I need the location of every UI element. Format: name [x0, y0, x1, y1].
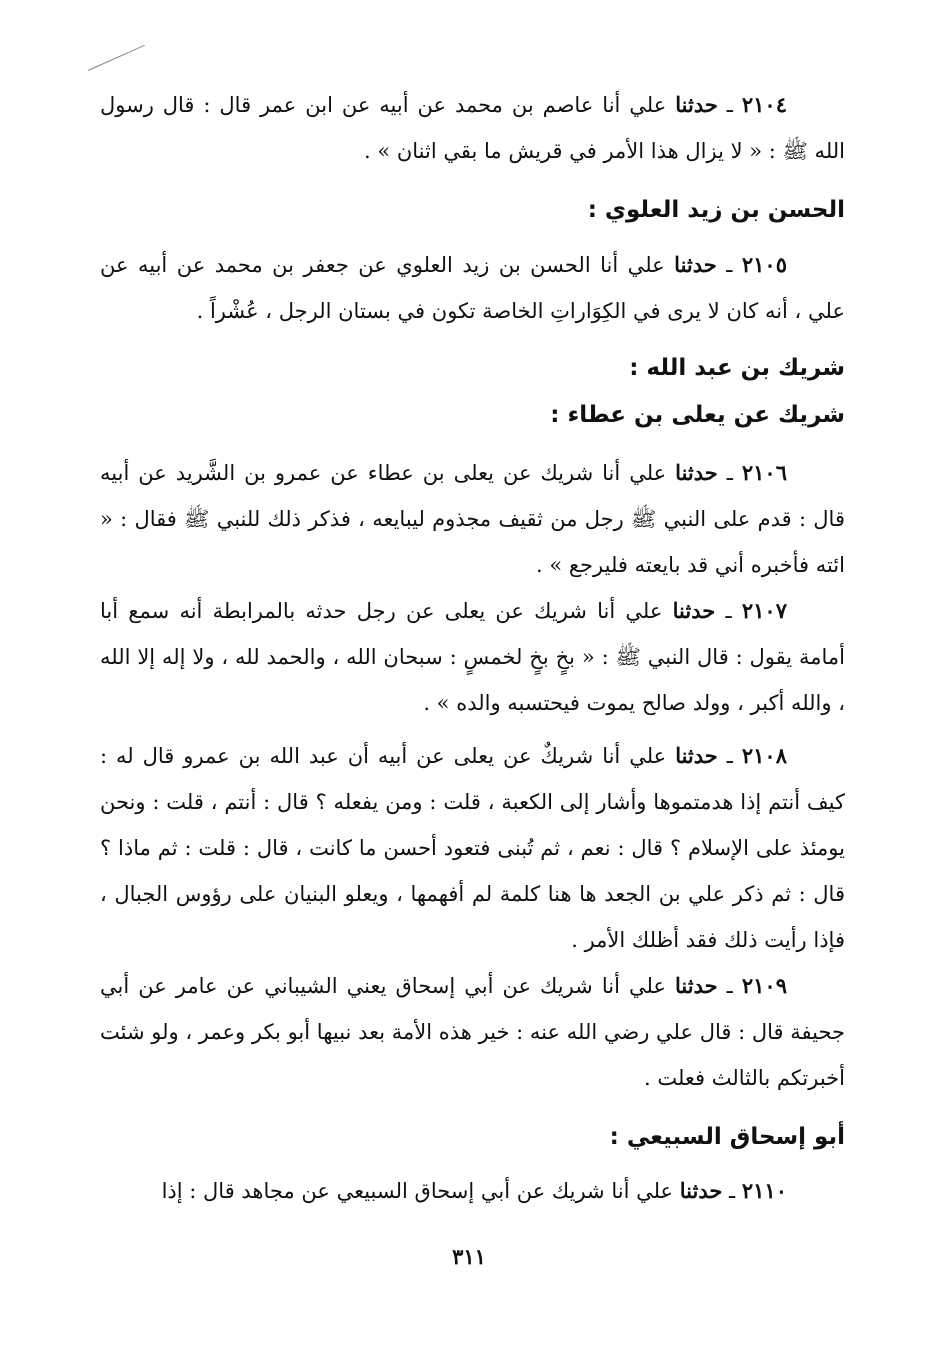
hadith-text: علي أنا الحسن بن زيد العلوي عن جعفر بن محمد عن أبيه عن علي ، أنه كان لا يرى في الكِوَاراتِ الخاصة تكون في بستان الرجل ، عُشْراً . [100, 253, 845, 323]
hadith-2108: ٢١٠٨ ـ حدثنا علي أنا شريكٌ عن يعلى عن أبيه أن عبد الله بن عمرو قال له : كيف أنتم إذا هدمتموها وأشار إلى الكعبة ، قلت : ومن يفعله ؟ قال : أنتم ، قلت : ونحن يومئذ على الإسلام ؟ قال : نعم ، ثم تُبنى فتعود أحسن ما كانت ، قال : قلت : ثم ماذا ؟ قال : ثم ذكر علي بن الجعد ها هنا كلمة لم أفهمها ، ويعلو البنيان على رؤوس الجبال ، فإذا رأيت ذلك فقد أظلك الأمر . [100, 743, 845, 952]
hadith-number: ٢١٠٥ [741, 252, 787, 277]
hadith-2110: ٢١١٠ ـ حدثنا علي أنا شريك عن أبي إسحاق السبيعي عن مجاهد قال : إذا [161, 1178, 787, 1203]
page-number: ٣١١ [452, 1244, 486, 1269]
hadith-lead: حدثنا [675, 743, 718, 768]
hadith-number: ٢١٠٧ [741, 598, 787, 623]
section-heading: الحسن بن زيد العلوي : [587, 197, 845, 223]
subsection-heading: شريك عن يعلى بن عطاء : [550, 402, 845, 428]
hadith-2109: ٢١٠٩ ـ حدثنا علي أنا شريك عن أبي إسحاق يعني الشيباني عن عامر عن أبي جحيفة قال : قال علي رضي الله عنه : خير هذه الأمة بعد نبيها أبو بكر وعمر ، ولو شئت أخبرتكم بالثالث فعلت . [100, 973, 845, 1090]
hadith-lead: حدثنا [675, 973, 718, 998]
section-heading: شريك بن عبد الله : [629, 355, 845, 381]
hadith-lead: حدثنا [674, 252, 717, 277]
hadith-text: علي أنا شريك عن أبي إسحاق يعني الشيباني عن عامر عن أبي جحيفة قال : قال علي رضي الله عنه : خير هذه الأمة بعد نبيها أبو بكر وعمر ، ولو شئت أخبرتكم بالثالث فعلت . [100, 974, 845, 1090]
hadith-number: ٢١٠٨ [741, 743, 787, 768]
hadith-number: ٢١٠٦ [741, 460, 787, 485]
hadith-lead: حدثنا [679, 1178, 723, 1203]
hadith-text: علي أنا شريكٌ عن يعلى عن أبيه أن عبد الله بن عمرو قال له : كيف أنتم إذا هدمتموها وأشار إلى الكعبة ، قلت : ومن يفعله ؟ قال : أنتم ، قلت : ونحن يومئذ على الإسلام ؟ قال : نعم ، ثم تُبنى فتعود أحسن ما كانت ، قال : قلت : ثم ماذا ؟ قال : ثم ذكر علي بن الجعد ها هنا كلمة لم أفهمها ، ويعلو البنيان على رؤوس الجبال ، فإذا رأيت ذلك فقد أظلك الأمر . [100, 744, 845, 952]
hadith-2105: ٢١٠٥ ـ حدثنا علي أنا الحسن بن زيد العلوي عن جعفر بن محمد عن أبيه عن علي ، أنه كان لا يرى في الكِوَاراتِ الخاصة تكون في بستان الرجل ، عُشْراً . [100, 252, 845, 323]
hadith-2106: ٢١٠٦ ـ حدثنا علي أنا شريك عن يعلى بن عطاء عن عمرو بن الشَّريد عن أبيه قال : قدم على النبي ﷺ رجل من ثقيف مجذوم ليبايعه ، فذكر ذلك للنبي ﷺ فقال : « ائته فأخبره أني قد بايعته فليرجع » . [100, 460, 845, 577]
hadith-lead: حدثنا [675, 460, 718, 485]
scan-artifact-line [88, 45, 145, 71]
hadith-text: علي أنا عاصم بن محمد عن أبيه عن ابن عمر قال : قال رسول الله ﷺ : « لا يزال هذا الأمر في قريش ما بقي اثنان » . [100, 93, 845, 163]
hadith-number: ٢١١٠ [741, 1178, 787, 1203]
hadith-2107: ٢١٠٧ ـ حدثنا علي أنا شريك عن يعلى عن رجل حدثه بالمرابطة أنه سمع أبا أمامة يقول : قال النبي ﷺ : « بخٍ بخٍ لخمسٍ : سبحان الله ، والحمد لله ، ولا إله إلا الله ، والله أكبر ، وولد صالح يموت فيحتسبه والده » . [100, 598, 845, 715]
hadith-text: علي أنا شريك عن يعلى بن عطاء عن عمرو بن الشَّريد عن أبيه قال : قدم على النبي ﷺ رجل من ثقيف مجذوم ليبايعه ، فذكر ذلك للنبي ﷺ فقال : « ائته فأخبره أني قد بايعته فليرجع » . [100, 461, 845, 577]
hadith-lead: حدثنا [672, 598, 716, 623]
hadith-2104: ٢١٠٤ ـ حدثنا علي أنا عاصم بن محمد عن أبيه عن ابن عمر قال : قال رسول الله ﷺ : « لا يزال هذا الأمر في قريش ما بقي اثنان » . [100, 92, 845, 163]
hadith-lead: حدثنا [675, 92, 718, 117]
hadith-number: ٢١٠٤ [741, 92, 787, 117]
section-heading: أبو إسحاق السبيعي : [609, 1124, 845, 1150]
hadith-number: ٢١٠٩ [741, 973, 787, 998]
hadith-text: علي أنا شريك عن أبي إسحاق السبيعي عن مجاهد قال : إذا [161, 1179, 674, 1203]
hadith-text: علي أنا شريك عن يعلى عن رجل حدثه بالمرابطة أنه سمع أبا أمامة يقول : قال النبي ﷺ : « بخٍ بخٍ لخمسٍ : سبحان الله ، والحمد لله ، ولا إله إلا الله ، والله أكبر ، وولد صالح يموت فيحتسبه والده » . [100, 599, 845, 715]
